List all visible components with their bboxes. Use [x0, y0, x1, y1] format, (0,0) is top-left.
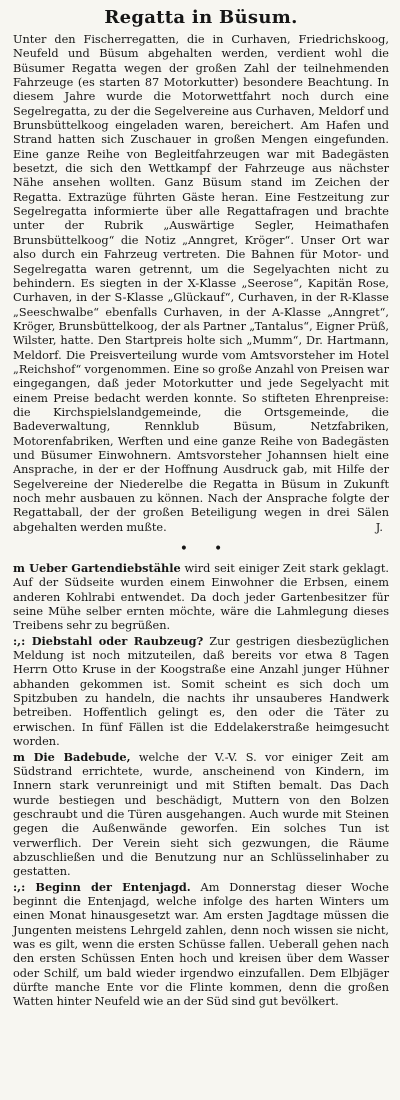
notice-duck-hunt: [13, 880, 389, 1010]
notice-text: welche der V.-V. S. vor einiger Zeit am Südstrand errichtete, wurde, anscheinend von Kindern, im Innern stark verunreinigt und mit Stiften bemalt. Das Dach wurde bestiegen und beschädigt, Muttern von den Bolzen geschraubt und die Türen ausgehangen. Auch wurde mit Steinen gegen die Außenwände geworfen. Ein solches Tun ist verwerflich. Der Verein sieht sich gezwungen, die Räume abzuschließen und die Benutzung nur an Schlüsselinhaber zu gestatten.: [13, 750, 389, 879]
notice-lead: :,: Beginn der Entenjagd.: [13, 879, 191, 894]
notice-lead: m Die Badebude,: [13, 749, 131, 764]
notice-text: wird seit einiger Zeit stark geklagt. Auf der Südseite wurden einem Einwohner die Erbsen, einem anderen Kohlrabi entwendet. Da doch jeder Gartenbesitzer für seine Mühe selber ernten möchte, wäre die Lahmlegung dieses Treibens sehr zu begrüßen.: [13, 562, 389, 633]
notice-bath-hut: [13, 750, 389, 880]
separator-dot: •: [179, 541, 188, 558]
article-paragraph: Unter den Fischerregatten, die in Curhaven, Friedrichskoog, Neufeld und Büsum abgehalten werden, verdient wohl die Büsumer Regatta wegen der großen Zahl der teilnehmenden Fahrzeuge (es starten 87 Motorkutter) besondere Beachtung. In diesem Jahre wurde die Motorwettfahrt noch durch eine Segelregatta, zu der die Segelvereine aus Curhaven, Meldorf und Brunsbüttelkoog eingeladen waren, bereichert. Am Hafen und Strand hatten sich Zuschauer in großen Mengen eingefunden. Eine ganze Reihe von Begleitfahrzeugen war mit Badegästen besetzt, die sich den Wettkampf der Fahrzeuge aus nächster Nähe ansehen wollten. Ganz Büsum stand im Zeichen der Regatta. Extrazüge führten Gäste heran. Eine Festzeitung zur Segelregatta informierte über alle Regattafragen und brachte unter der Rubrik „Auswärtige Segler, Heimathafen Brunsbüttelkoog“ die Notiz „Anngret, Kröger“. Unser Ort war also durch ein Fahrzeug vertreten. Die Bahnen für Motor- und Segelregatta waren getrennt, um die Segelyachten nicht zu behindern. Es siegten in der X-Klasse „Seerose“, Kapitän Rose, Curhaven, in der S-Klasse „Glückauf“, Curhaven, in der R-Klasse „Seeschwalbe“ ebenfalls Curhaven, in der A-Klasse „Anngret“, Kröger, Brunsbüttelkoog, der als Partner „Tantalus“, Eigner Prüß, Wilster, hatte. Den Startpreis holte sich „Mumm“, Dr. Hartmann, Meldorf. Die Preisverteilung wurde vom Amtsvorsteher im Hotel „Reichshof“ vorgenommen. Eine so große Anzahl von Preisen war eingegangen, daß jeder Motorkutter und jede Segelyacht mit einem Preise bedacht werden konnte. So stifteten Ehrenpreise: die Kirchspielslandgemeinde, die Ortsgemeinde, die Badeverwaltung, Rennklub Büsum, Netzfabriken, Motorenfabriken, Werften und eine ganze Reihe von Badegästen und Büsumer Einwohnern. Amtsvorsteher Johannsen hielt eine Ansprache, in der er der Hoffnung Ausdruck gab, mit Hilfe der Segelvereine der Niederelbe die Regatta in Büsum in Zukunft noch mehr ausbauen zu können. Nach der Ansprache folgte der Regattaball, der der großen Beteiligung wegen in drei Sälen abgehalten werden mußte.: [13, 33, 389, 534]
notice-theft-or-predator: [13, 634, 389, 750]
article-title: Regatta in Büsum.: [104, 7, 298, 28]
notice-lead: :,: Diebstahl oder Raubzeug?: [13, 633, 204, 648]
notice-text: Zur gestrigen diesbezüglichen Meldung ist noch mitzuteilen, daß bereits vor etwa 8 Tagen Herrn Otto Kruse in der Koogstraße eine Anzahl junger Hühner abhanden gekommen ist. Somit scheint es sich doch um Spitzbuben zu handeln, die nachts ihr unsauberes Handwerk betreiben. Hoffentlich gelingt es, den oder die Täter zu erwischen. In fünf Fällen ist die Eddelakerstraße heimgesucht worden.: [13, 634, 389, 749]
notice-garden-theft: [13, 561, 389, 634]
notice-lead: m Ueber Gartendiebstähle: [13, 561, 181, 576]
notice-text: Am Donnerstag dieser Woche beginnt die Entenjagd, welche infolge des harten Winters um einen Monat hinausgesetzt war. Am ersten Jagdtage müssen die Jungenten meistens Lehrgeld zahlen, denn noch wissen sie nicht, was es gilt, wenn die ersten Schüsse fallen. Ueberall gehen nach den ersten Schüssen Enten hoch und kreisen über dem Wasser oder Schilf, um bald wieder irgendwo einzufallen. Dem Elbjäger dürfte manche Ente vor die Flinte kommen, denn die großen Watten hinter Neufeld wie an der Süd sind gut bevölkert.: [13, 880, 389, 1009]
section-separator: [13, 539, 389, 559]
article-signature: J.: [375, 520, 383, 534]
separator-dot: •: [214, 541, 223, 558]
